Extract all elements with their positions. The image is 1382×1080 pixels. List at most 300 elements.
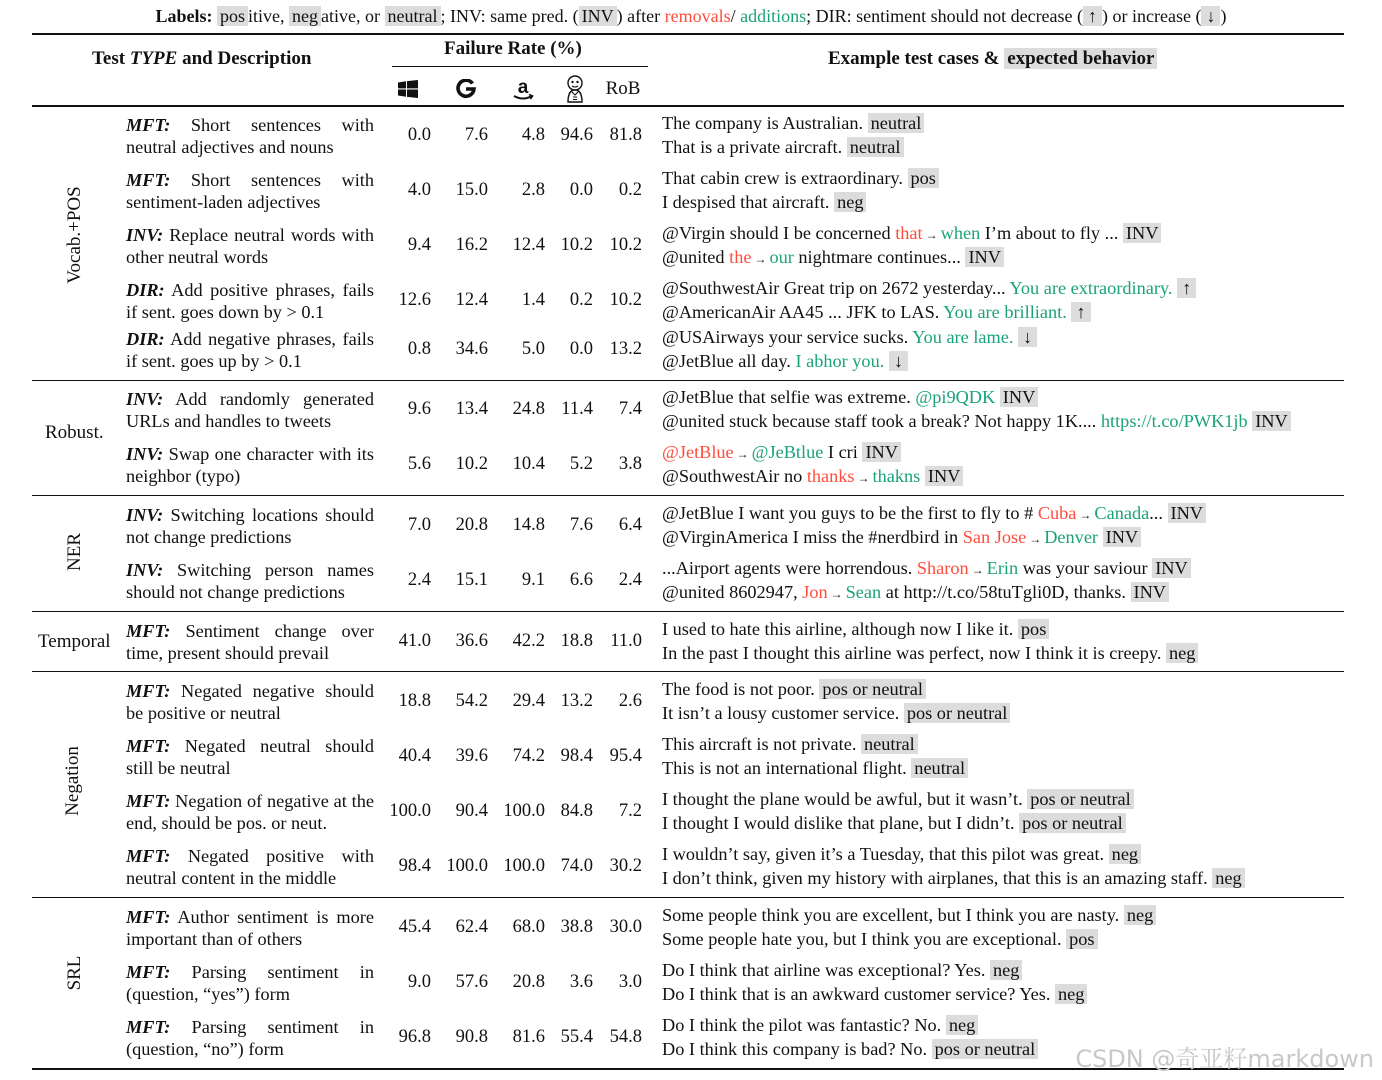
failure-rate-cell: 0.2 bbox=[618, 180, 642, 200]
example-text: I wouldn’t say, given it’s a Tuesday, that this pilot was great. bbox=[662, 844, 1109, 864]
direction-arrow: ↑ bbox=[1177, 278, 1196, 298]
failure-rate-cell: 98.4 bbox=[560, 746, 593, 766]
expected-label: pos or neutral bbox=[932, 1039, 1039, 1059]
failure-rate-cell: 12.6 bbox=[398, 290, 431, 310]
failure-rate-cell: 81.6 bbox=[512, 1027, 545, 1047]
failure-rate-cell: 0.0 bbox=[569, 180, 593, 200]
failure-rate-cell: 18.8 bbox=[560, 631, 593, 651]
section-rule-negation bbox=[32, 897, 1344, 898]
example-line bbox=[662, 982, 1087, 1006]
failure-rate-cell: 1.4 bbox=[521, 290, 545, 310]
added-token: Denver bbox=[1044, 527, 1099, 547]
failure-rate-cell: 68.0 bbox=[512, 917, 545, 937]
category-negation: Negation bbox=[62, 746, 83, 816]
test-description-text: Replace neutral words with other neutral words bbox=[126, 225, 374, 267]
test-description bbox=[126, 680, 374, 724]
replace-arrow: → bbox=[754, 252, 767, 266]
failure-rate-cell: 38.8 bbox=[560, 917, 593, 937]
test-description bbox=[126, 504, 374, 548]
failure-rate-cell: 3.8 bbox=[618, 454, 642, 474]
failure-rate-cell: 3.6 bbox=[569, 972, 593, 992]
removed-token: Sharon bbox=[916, 558, 969, 578]
failure-rate-cell: 3.0 bbox=[618, 972, 642, 992]
example-line bbox=[662, 245, 1004, 271]
expected-label: INV bbox=[862, 442, 901, 462]
section-rule-temporal bbox=[32, 671, 1344, 672]
test-type: INV: bbox=[126, 505, 164, 525]
removed-token: the bbox=[729, 247, 752, 267]
failure-rate-cell: 10.2 bbox=[609, 235, 642, 255]
direction-arrow: ↓ bbox=[1018, 327, 1037, 347]
failure-rate-cell: 30.0 bbox=[609, 917, 642, 937]
google-icon bbox=[440, 76, 492, 102]
example-text: Some people think you are excellent, but I think you are nasty. bbox=[662, 905, 1124, 925]
test-description bbox=[126, 443, 374, 487]
legend-pos: pos bbox=[217, 6, 248, 26]
test-description bbox=[126, 845, 374, 889]
section-rule-robust bbox=[32, 495, 1344, 496]
test-type: MFT: bbox=[126, 1017, 171, 1037]
example-line bbox=[662, 349, 908, 373]
failure-rate-cell: 2.6 bbox=[618, 691, 642, 711]
failure-rate-cell: 13.4 bbox=[455, 399, 488, 419]
test-description bbox=[126, 279, 374, 323]
failure-rate-cell: 100.0 bbox=[503, 856, 545, 876]
test-type: DIR: bbox=[126, 280, 165, 300]
test-type: MFT: bbox=[126, 907, 171, 927]
example-line bbox=[662, 811, 1126, 835]
failure-rate-cell: 11.4 bbox=[561, 399, 593, 419]
expected-label: INV bbox=[1252, 411, 1291, 431]
example-line bbox=[662, 501, 1206, 527]
test-description bbox=[126, 328, 374, 372]
example-line bbox=[662, 385, 1038, 409]
failure-rate-cell: 54.2 bbox=[455, 691, 488, 711]
expected-label: neg bbox=[1055, 984, 1087, 1004]
removed-token: that bbox=[895, 223, 923, 243]
expected-label: neg bbox=[946, 1015, 978, 1035]
removed-token: San Jose bbox=[962, 527, 1027, 547]
test-type: MFT: bbox=[126, 621, 171, 641]
test-description bbox=[126, 906, 374, 950]
failure-rate-cell: 74.0 bbox=[560, 856, 593, 876]
failure-rate-cell: 100.0 bbox=[503, 801, 545, 821]
legend-up-arrow: ↑ bbox=[1083, 6, 1102, 26]
expected-label: INV bbox=[1168, 503, 1207, 523]
failure-rate-cell: 6.4 bbox=[618, 515, 642, 535]
top-rule bbox=[32, 33, 1344, 35]
legend-inv: INV bbox=[579, 6, 617, 26]
test-description-text: Swap one character with its neighbor (typo) bbox=[126, 444, 374, 486]
section-rule-vocab bbox=[32, 380, 1344, 381]
added-token: https://t.co/PWK1jb bbox=[1100, 411, 1248, 431]
expected-label: pos or neutral bbox=[1019, 813, 1126, 833]
example-text: ...Airport agents were horrendous. bbox=[662, 558, 917, 578]
expected-label: neutral bbox=[911, 758, 968, 778]
added-token: You are extraordinary. bbox=[1009, 278, 1173, 298]
example-text: @united bbox=[662, 247, 730, 267]
example-text: nightmare continues... bbox=[793, 247, 966, 267]
watermark: CSDN @奇亚籽markdown bbox=[1075, 1045, 1374, 1073]
example-text: It isn’t a lousy customer service. bbox=[662, 703, 904, 723]
example-line bbox=[662, 927, 1098, 951]
legend-inv-desc: ; INV: same pred. ( bbox=[440, 6, 579, 26]
example-text: The company is Australian. bbox=[662, 113, 868, 133]
legend-after: ) after bbox=[616, 6, 661, 26]
failure-rate-cell: 39.6 bbox=[455, 746, 488, 766]
example-line bbox=[662, 958, 1022, 982]
added-token: @pi9QDK bbox=[915, 387, 996, 407]
example-text bbox=[1098, 527, 1103, 547]
svg-text:a: a bbox=[517, 77, 529, 98]
expected-label: pos bbox=[1018, 619, 1049, 639]
failure-rate-cell: 0.2 bbox=[569, 290, 593, 310]
windows-icon bbox=[382, 76, 434, 102]
expected-label: pos or neutral bbox=[819, 679, 926, 699]
category-temporal: Temporal bbox=[38, 631, 111, 652]
example-text: @SouthwestAir Great trip on 2672 yesterday... bbox=[662, 278, 1010, 298]
test-description bbox=[126, 961, 374, 1005]
category-ner: NER bbox=[64, 533, 85, 571]
expected-label: neg bbox=[1109, 844, 1141, 864]
example-text: ... bbox=[1149, 503, 1168, 523]
failure-rate-cell: 2.4 bbox=[407, 570, 431, 590]
test-description-text: Switching locations should not change predictions bbox=[126, 505, 374, 547]
failure-rate-cell: 36.6 bbox=[455, 631, 488, 651]
failure-rate-cell: 55.4 bbox=[560, 1027, 593, 1047]
example-line bbox=[662, 135, 904, 159]
example-line bbox=[662, 1013, 978, 1037]
example-line bbox=[662, 111, 924, 135]
example-text: @Virgin should I be concerned bbox=[662, 223, 896, 243]
failure-rate-cell: 20.8 bbox=[455, 515, 488, 535]
failure-rate-cell: 10.4 bbox=[512, 454, 545, 474]
added-token: Sean bbox=[845, 582, 882, 602]
example-line bbox=[662, 580, 1169, 606]
example-text: at http://t.co/58tuTgli0D, thanks. bbox=[881, 582, 1131, 602]
added-token: You are brilliant. bbox=[943, 302, 1067, 322]
expected-label: neg bbox=[1166, 643, 1198, 663]
removed-token: Cuba bbox=[1037, 503, 1077, 523]
test-description-text: Negated positive with neutral content in the middle bbox=[126, 846, 374, 888]
example-text: That is a private aircraft. bbox=[662, 137, 847, 157]
failure-rate-cell: 90.8 bbox=[455, 1027, 488, 1047]
example-text: @SouthwestAir no bbox=[662, 466, 807, 486]
expected-label: neg bbox=[1212, 868, 1244, 888]
example-line bbox=[662, 866, 1245, 890]
example-line bbox=[662, 641, 1198, 665]
legend-neg: neg bbox=[289, 6, 321, 26]
test-type: MFT: bbox=[126, 791, 171, 811]
failure-rate-cell: 5.2 bbox=[569, 454, 593, 474]
example-text: Some people hate you, but I think you are exceptional. bbox=[662, 929, 1067, 949]
test-description bbox=[126, 620, 374, 664]
example-text: @united 8602947, bbox=[662, 582, 803, 602]
failure-rate-cell: 12.4 bbox=[455, 290, 488, 310]
header-examples: Example test cases & expected behavior bbox=[828, 48, 1157, 70]
example-text: I’m about to fly ... bbox=[980, 223, 1123, 243]
example-text: Do I think the pilot was fantastic? No. bbox=[662, 1015, 946, 1035]
direction-arrow: ↑ bbox=[1071, 302, 1090, 322]
bert-icon bbox=[549, 76, 601, 102]
test-description-text: Add negative phrases, fails if sent. goes up by > 0.1 bbox=[126, 329, 374, 371]
test-type: MFT: bbox=[126, 736, 171, 756]
failure-rate-rule bbox=[392, 66, 648, 67]
failure-rate-cell: 74.2 bbox=[512, 746, 545, 766]
example-line bbox=[662, 903, 1156, 927]
example-line bbox=[662, 221, 1161, 247]
legend-slash: / bbox=[730, 6, 736, 26]
legend-removals: removals bbox=[664, 6, 731, 26]
test-type: INV: bbox=[126, 389, 164, 409]
example-line bbox=[662, 842, 1141, 866]
test-description bbox=[126, 169, 374, 213]
legend-dir-desc: ; DIR: sentiment should not decrease ( bbox=[806, 6, 1084, 26]
legend-pos-rest: itive, bbox=[248, 6, 285, 26]
category-vocab-pos: Vocab.+POS bbox=[64, 186, 85, 284]
example-line bbox=[662, 190, 866, 214]
example-text: @JetBlue I want you guys to be the first to fly to # bbox=[662, 503, 1038, 523]
example-text: Do I think that is an awkward customer service? Yes. bbox=[662, 984, 1055, 1004]
failure-rate-cell: 13.2 bbox=[560, 691, 593, 711]
example-text: I despised that aircraft. bbox=[662, 192, 835, 212]
failure-rate-cell: 30.2 bbox=[609, 856, 642, 876]
failure-rate-cell: 7.4 bbox=[618, 399, 642, 419]
test-description bbox=[126, 114, 374, 158]
failure-rate-cell: 94.6 bbox=[560, 125, 593, 145]
example-text: This aircraft is not private. bbox=[662, 734, 861, 754]
test-type: INV: bbox=[126, 560, 164, 580]
expected-label: INV bbox=[1152, 558, 1191, 578]
direction-arrow: ↓ bbox=[889, 351, 908, 371]
failure-rate-cell: 0.0 bbox=[407, 125, 431, 145]
legend-close: ) bbox=[1220, 6, 1227, 26]
test-description-text: Switching person names should not change predictions bbox=[126, 560, 374, 602]
test-description-text: Negated negative should be positive or neutral bbox=[126, 681, 374, 723]
example-text: Do I think this company is bad? No. bbox=[662, 1039, 932, 1059]
failure-rate-cell: 9.4 bbox=[407, 235, 431, 255]
failure-rate-cell: 100.0 bbox=[446, 856, 488, 876]
failure-rate-cell: 9.0 bbox=[407, 972, 431, 992]
example-line bbox=[662, 525, 1141, 551]
failure-rate-cell: 2.4 bbox=[618, 570, 642, 590]
failure-rate-cell: 2.8 bbox=[521, 180, 545, 200]
amazon-icon bbox=[497, 76, 549, 102]
failure-rate-cell: 90.4 bbox=[455, 801, 488, 821]
failure-rate-cell: 12.4 bbox=[512, 235, 545, 255]
failure-rate-cell: 24.8 bbox=[512, 399, 545, 419]
test-description-text: Sentiment change over time, present should prevail bbox=[126, 621, 374, 663]
failure-rate-cell: 5.6 bbox=[407, 454, 431, 474]
legend bbox=[0, 6, 1382, 27]
added-token: when bbox=[940, 223, 981, 243]
failure-rate-cell: 16.2 bbox=[455, 235, 488, 255]
example-text: Do I think that airline was exceptional? Yes. bbox=[662, 960, 990, 980]
failure-rate-cell: 11.0 bbox=[610, 631, 642, 651]
expected-label: INV bbox=[925, 466, 964, 486]
added-token: our bbox=[769, 247, 794, 267]
test-description bbox=[126, 1016, 374, 1060]
failure-rate-cell: 15.1 bbox=[455, 570, 488, 590]
example-text: I thought I would dislike that plane, but I didn’t. bbox=[662, 813, 1020, 833]
legend-down-arrow: ↓ bbox=[1201, 6, 1220, 26]
example-line bbox=[662, 617, 1049, 641]
expected-label: neg bbox=[1124, 905, 1156, 925]
test-description bbox=[126, 559, 374, 603]
test-type: MFT: bbox=[126, 115, 171, 135]
example-line bbox=[662, 787, 1134, 811]
legend-neg-rest: ative, or bbox=[321, 6, 381, 26]
failure-rate-cell: 0.8 bbox=[407, 339, 431, 359]
category-robustness: Robust. bbox=[45, 422, 104, 443]
failure-rate-cell: 4.0 bbox=[407, 180, 431, 200]
failure-rate-cell: 100.0 bbox=[389, 801, 431, 821]
test-description-text: Short sentences with neutral adjectives and nouns bbox=[126, 115, 374, 157]
example-line bbox=[662, 325, 1037, 349]
failure-rate-cell: 10.2 bbox=[560, 235, 593, 255]
section-rule-ner bbox=[32, 611, 1344, 612]
example-text: @AmericanAir AA45 ... JFK to LAS. bbox=[662, 302, 944, 322]
expected-label: neutral bbox=[868, 113, 925, 133]
test-type: INV: bbox=[126, 444, 164, 464]
failure-rate-cell: 7.0 bbox=[407, 515, 431, 535]
failure-rate-cell: 54.8 bbox=[609, 1027, 642, 1047]
expected-label: INV bbox=[1000, 387, 1039, 407]
failure-rate-cell: 95.4 bbox=[609, 746, 642, 766]
test-description-text: Negated neutral should still be neutral bbox=[126, 736, 374, 778]
header-rule bbox=[32, 105, 1344, 107]
test-type: INV: bbox=[126, 225, 164, 245]
failure-rate-cell: 6.6 bbox=[569, 570, 593, 590]
example-text: @USAirways your service sucks. bbox=[662, 327, 913, 347]
test-description-text: Add positive phrases, fails if sent. goes down by > 0.1 bbox=[126, 280, 374, 322]
expected-label: INV bbox=[1103, 527, 1142, 547]
example-text: I cri bbox=[823, 442, 863, 462]
legend-title: Labels: bbox=[155, 6, 213, 26]
replace-arrow: → bbox=[736, 447, 749, 461]
category-srl: SRL bbox=[64, 955, 85, 991]
added-token: thakns bbox=[872, 466, 921, 486]
failure-rate-cell: 5.0 bbox=[521, 339, 545, 359]
test-type: MFT: bbox=[126, 846, 171, 866]
example-text: The food is not poor. bbox=[662, 679, 820, 699]
test-description bbox=[126, 224, 374, 268]
test-description-text: Parsing sentiment in (question, “yes”) form bbox=[126, 962, 374, 1004]
failure-rate-cell: 7.2 bbox=[618, 801, 642, 821]
failure-rate-cell: 13.2 bbox=[609, 339, 642, 359]
replace-arrow: → bbox=[971, 563, 984, 577]
example-line bbox=[662, 1037, 1038, 1061]
example-line bbox=[662, 556, 1191, 582]
header-failure-rate: Failure Rate (%) bbox=[444, 38, 582, 59]
test-description-text: Author sentiment is more important than of others bbox=[126, 907, 374, 949]
expected-label: neutral bbox=[861, 734, 918, 754]
example-text: This is not an international flight. bbox=[662, 758, 912, 778]
test-description bbox=[126, 790, 374, 834]
example-text: @united stuck because staff took a break? Not happy 1K.... bbox=[662, 411, 1101, 431]
failure-rate-cell: 41.0 bbox=[398, 631, 431, 651]
replace-arrow: → bbox=[1079, 508, 1092, 522]
example-line bbox=[662, 276, 1196, 300]
example-line bbox=[662, 300, 1091, 324]
failure-rate-cell: 15.0 bbox=[455, 180, 488, 200]
failure-rate-cell: 98.4 bbox=[398, 856, 431, 876]
failure-rate-cell: 9.6 bbox=[407, 399, 431, 419]
expected-label: neg bbox=[990, 960, 1022, 980]
expected-label: pos or neutral bbox=[1027, 789, 1134, 809]
failure-rate-cell: 18.8 bbox=[398, 691, 431, 711]
example-line bbox=[662, 440, 901, 466]
test-description-text: Short sentences with sentiment-laden adjectives bbox=[126, 170, 374, 212]
test-type: DIR: bbox=[126, 329, 165, 349]
replace-arrow: → bbox=[830, 587, 843, 601]
failure-rate-cell: 9.1 bbox=[521, 570, 545, 590]
failure-rate-cell: 7.6 bbox=[569, 515, 593, 535]
example-text: That cabin crew is extraordinary. bbox=[662, 168, 908, 188]
failure-rate-cell: 40.4 bbox=[398, 746, 431, 766]
expected-label: pos or neutral bbox=[904, 703, 1011, 723]
removed-token: @JetBlue bbox=[662, 442, 734, 462]
test-description-text: Add randomly generated URLs and handles to tweets bbox=[126, 389, 374, 431]
example-text: In the past I thought this airline was perfect, now I think it is creepy. bbox=[662, 643, 1166, 663]
header-test-type: Test TYPE and Description bbox=[92, 48, 312, 69]
added-token: I abhor you. bbox=[795, 351, 885, 371]
example-line bbox=[662, 732, 918, 756]
expected-label: pos bbox=[908, 168, 939, 188]
example-text: @JetBlue that selfie was extreme. bbox=[662, 387, 916, 407]
failure-rate-cell: 0.0 bbox=[569, 339, 593, 359]
failure-rate-cell: 62.4 bbox=[455, 917, 488, 937]
added-token: Canada bbox=[1094, 503, 1150, 523]
expected-label: INV bbox=[1131, 582, 1170, 602]
failure-rate-cell: 84.8 bbox=[560, 801, 593, 821]
failure-rate-cell: 10.2 bbox=[609, 290, 642, 310]
added-token: @JeBtlue bbox=[751, 442, 824, 462]
test-description-text: Negation of negative at the end, should be pos. or neut. bbox=[126, 791, 374, 833]
failure-rate-cell: 10.2 bbox=[455, 454, 488, 474]
expected-label: INV bbox=[1123, 223, 1162, 243]
test-type: MFT: bbox=[126, 962, 171, 982]
expected-label: neutral bbox=[847, 137, 904, 157]
replace-arrow: → bbox=[857, 471, 870, 485]
example-text: @VirginAmerica I miss the #nerdbird in bbox=[662, 527, 963, 547]
legend-additions: additions bbox=[740, 6, 807, 26]
legend-neutral: neutral bbox=[385, 6, 441, 26]
failure-rate-cell: 29.4 bbox=[512, 691, 545, 711]
failure-rate-cell: 57.6 bbox=[455, 972, 488, 992]
test-description bbox=[126, 388, 374, 432]
legend-mid: ) or increase ( bbox=[1102, 6, 1202, 26]
failure-rate-cell: 7.6 bbox=[464, 125, 488, 145]
failure-rate-cell: 4.8 bbox=[521, 125, 545, 145]
failure-rate-cell: 96.8 bbox=[398, 1027, 431, 1047]
removed-token: thanks bbox=[806, 466, 855, 486]
example-text: @JetBlue all day. bbox=[662, 351, 796, 371]
expected-label: pos bbox=[1066, 929, 1097, 949]
test-type: MFT: bbox=[126, 170, 171, 190]
test-description bbox=[126, 735, 374, 779]
expected-label: neg bbox=[834, 192, 866, 212]
failure-rate-cell: 14.8 bbox=[512, 515, 545, 535]
expected-label: INV bbox=[965, 247, 1004, 267]
replace-arrow: → bbox=[1029, 532, 1042, 546]
example-line bbox=[662, 166, 939, 190]
test-description-text: Parsing sentiment in (question, “no”) form bbox=[126, 1017, 374, 1059]
added-token: Erin bbox=[986, 558, 1019, 578]
example-text: I thought the plane would be awful, but it wasn’t. bbox=[662, 789, 1028, 809]
example-line bbox=[662, 409, 1291, 433]
example-line bbox=[662, 464, 963, 490]
